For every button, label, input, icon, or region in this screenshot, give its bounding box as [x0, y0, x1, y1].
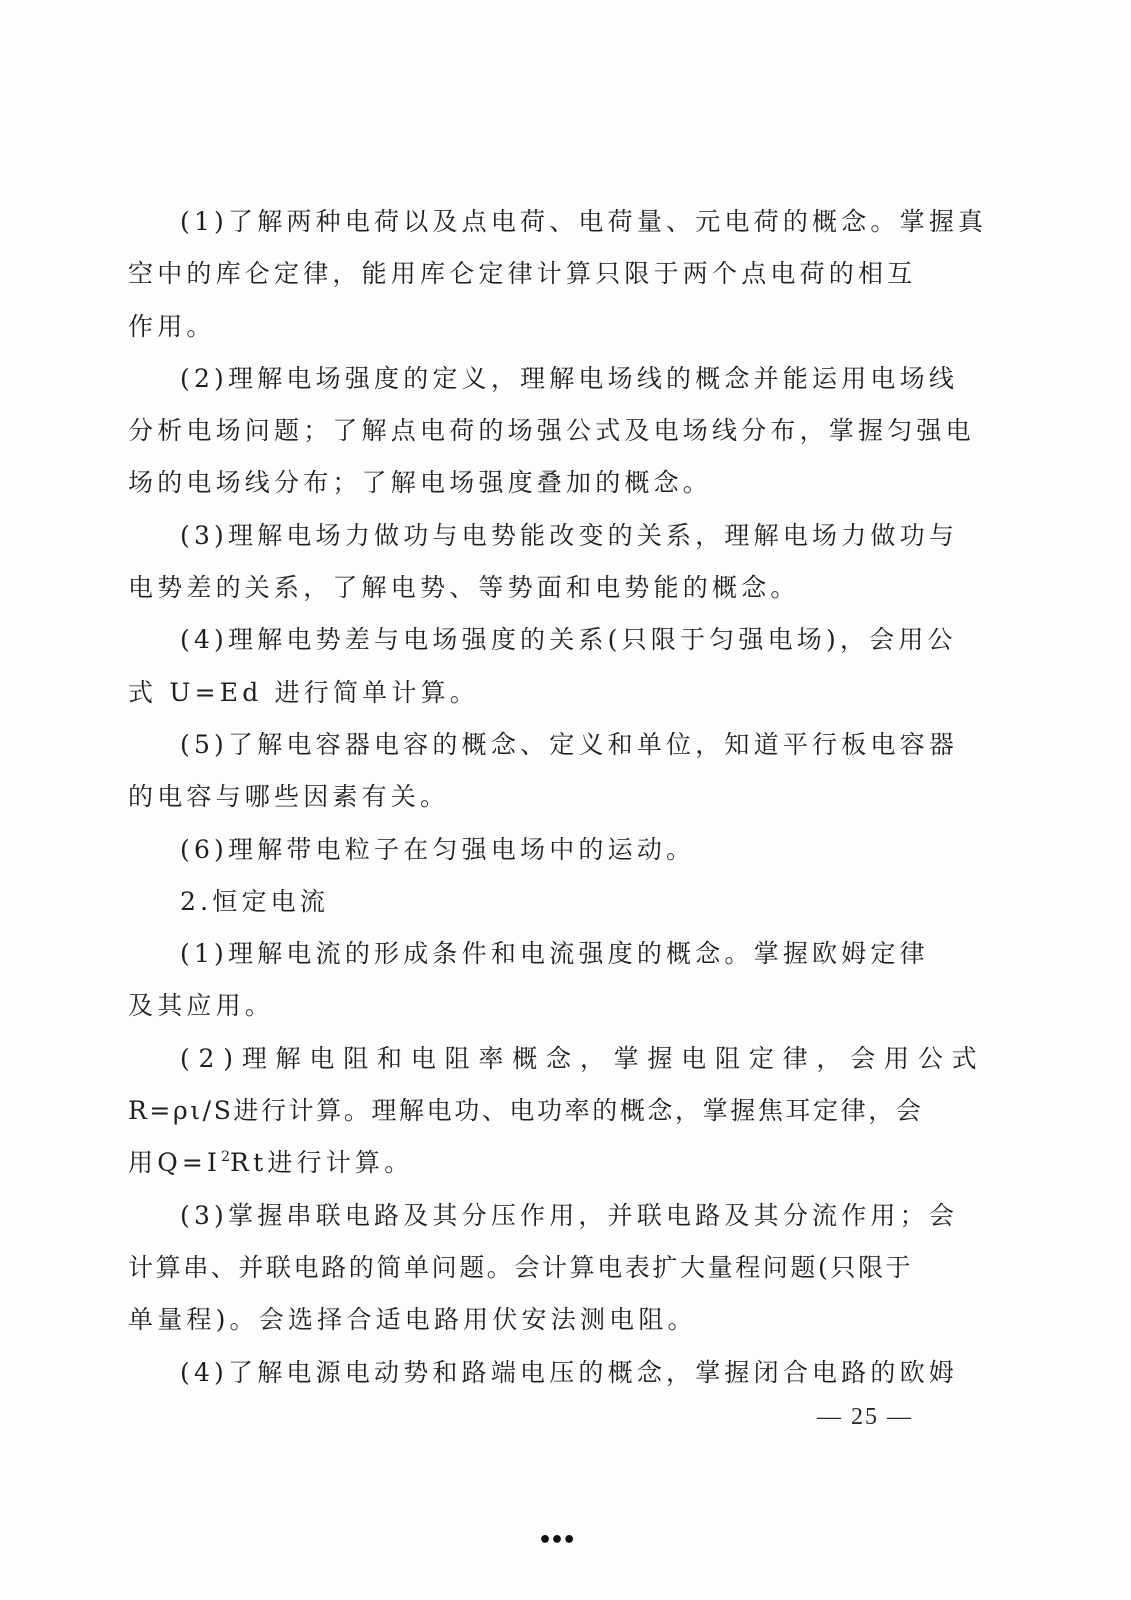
text-line: (6)理解带电粒子在匀强电场中的运动。 [180, 834, 696, 864]
text-line: 电势差的关系，了解电势、等势面和电势能的概念。 [128, 573, 800, 603]
text-line: (5)了解电容器电容的概念、定义和单位，知道平行板电容器 [180, 729, 959, 759]
section-heading: 2.恒定电流 [180, 886, 330, 916]
document-body [128, 196, 988, 1399]
text-line: 的电容与哪些因素有关。 [128, 782, 450, 812]
text-line: R=ρι/S进行计算。理解电功、电功率的概念，掌握焦耳定律，会 [128, 1096, 924, 1126]
text-line: (3)掌握串联电路及其分压作用，并联电路及其分流作用；会 [180, 1200, 959, 1230]
text-line: (4)了解电源电动势和路端电压的概念，掌握闭合电路的欧姆 [180, 1357, 959, 1387]
text-line: (3)理解电场力做功与电势能改变的关系，理解电场力做功与 [180, 520, 959, 550]
formula-text: Rt进行计算。 [230, 1148, 414, 1178]
text-line: 场的电场线分布；了解电场强度叠加的概念。 [128, 468, 713, 498]
text-line: 式 U=Ed 进行简单计算。 [128, 677, 479, 707]
text-line: 空中的库仑定律，能用库仑定律计算只限于两个点电荷的相互 [128, 259, 917, 289]
text-line: (2)理解电阻和电阻率概念，掌握电阻定律，会用公式 [180, 1043, 986, 1073]
text-line: 分析电场问题；了解点电荷的场强公式及电场线分布，掌握匀强电 [128, 416, 975, 446]
text-line: 作用。 [128, 311, 216, 341]
text-line: 计算串、并联电路的简单问题。会计算电表扩大量程问题(只限于 [128, 1252, 914, 1282]
text-line: 及其应用。 [128, 991, 275, 1021]
text-line: (2)理解电场强度的定义，理解电场线的概念并能运用电场线 [180, 363, 959, 393]
formula-superscript: 2 [221, 1149, 231, 1166]
text-line: (1)了解两种电荷以及点电荷、电荷量、元电荷的概念。掌握真 [180, 207, 988, 236]
text-line: (1)理解电流的形成条件和电流强度的概念。掌握欧姆定律 [180, 939, 929, 969]
text-line [128, 1137, 964, 1189]
page-number: — 25 — [817, 1404, 913, 1430]
formula-text: 用Q=I [128, 1148, 222, 1178]
more-options-icon[interactable]: ••• [538, 1528, 575, 1553]
text-line: (4)理解电势差与电场强度的关系(只限于匀强电场)，会用公 [180, 625, 957, 655]
text-line: 单量程)。会选择合适电路用伏安法测电阻。 [128, 1305, 697, 1335]
